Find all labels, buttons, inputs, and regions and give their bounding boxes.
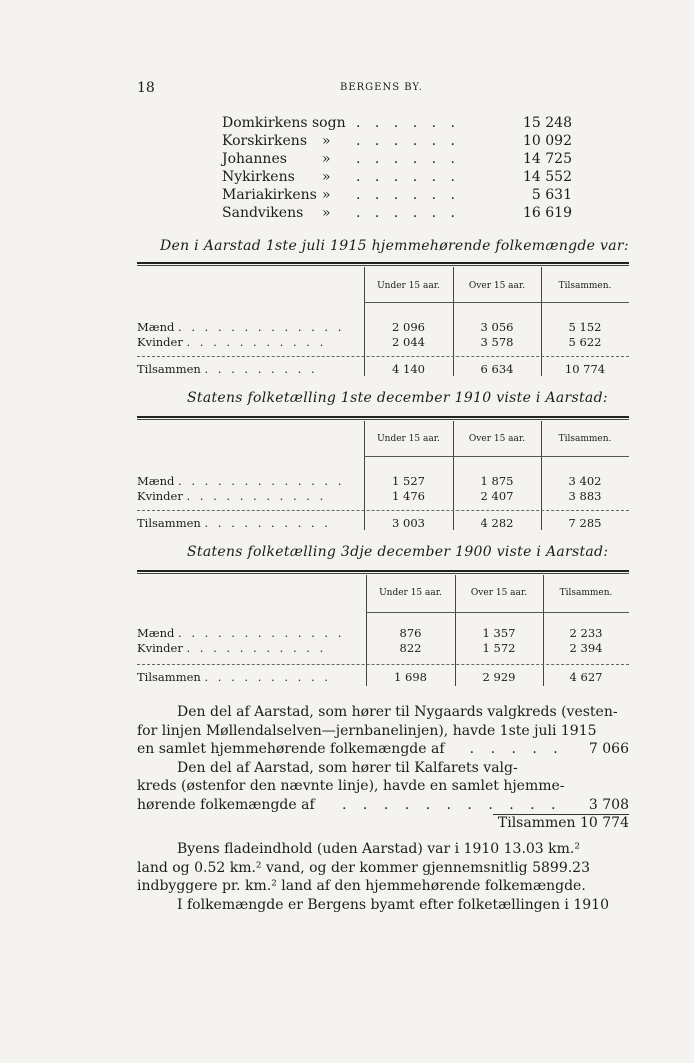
row-label: Mænd . . . . . . . . . . . . .	[137, 474, 345, 488]
total-cell: 6 634	[480, 362, 514, 376]
text-line: land og 0.52 km.² vand, og der kommer gjennemsnitlig 5899.23	[137, 859, 590, 876]
list-item	[222, 204, 572, 222]
sum-rule	[493, 814, 629, 815]
ditto-mark: »	[322, 169, 331, 185]
population-table-1915	[137, 262, 629, 376]
text-line: indbyggere pr. km.² land af den hjemmehørende folkemængde.	[137, 878, 586, 894]
population-table-1910	[137, 416, 629, 530]
row-label: Kvinder . . . . . . . . . . .	[137, 641, 327, 655]
table-cell: 822	[399, 641, 422, 655]
table-cell: 1 875	[480, 474, 514, 488]
total-rule	[137, 664, 629, 665]
parish-list	[222, 114, 572, 222]
column-header: Under 15 aar.	[377, 434, 440, 444]
table-caption: Statens folketælling 3dje december 1900 viste i Aarstad:	[187, 544, 609, 560]
running-head: BERGENS BY.	[340, 82, 423, 93]
total-cell: 4 627	[569, 670, 603, 684]
row-label: Kvinder . . . . . . . . . . .	[137, 489, 327, 503]
total-cell: 10 774	[564, 362, 606, 376]
text-line: Den del af Aarstad, som hører til Nygaards valgkreds (vesten-	[177, 704, 618, 720]
total-cell: 3 003	[392, 516, 425, 530]
table-cell: 3 578	[480, 335, 514, 349]
column-header: Over 15 aar.	[468, 434, 526, 444]
total-label: Tilsammen . . . . . . . . .	[137, 362, 318, 376]
column-header: Tilsammen.	[559, 588, 613, 598]
parish-name: Johannes	[222, 151, 287, 167]
leader-dots: . . . . . .	[356, 115, 460, 131]
table-rule	[137, 265, 629, 266]
row-label: Mænd . . . . . . . . . . . . .	[137, 626, 345, 640]
total-label: Tilsammen . . . . . . . . . .	[137, 670, 331, 684]
parish-value: 10 092	[523, 133, 572, 149]
parish-value: 14 552	[523, 169, 572, 185]
parish-value: 16 619	[523, 205, 572, 221]
parish-value: 5 631	[531, 187, 572, 203]
column-header: Over 15 aar.	[468, 281, 526, 291]
header-rule	[366, 612, 629, 613]
column-header: Over 15 aar.	[470, 588, 528, 598]
table-cell: 2 394	[569, 641, 603, 655]
row-label: Kvinder . . . . . . . . . . .	[137, 335, 327, 349]
text-line: for linjen Møllendalselven—jernbanelinjen), havde 1ste juli 1915	[137, 722, 597, 739]
ditto-mark: »	[322, 205, 331, 221]
row-label: Mænd . . . . . . . . . . . . .	[137, 320, 345, 334]
table-cell: 5 152	[568, 320, 602, 334]
column-header: Under 15 aar.	[379, 588, 442, 598]
text-value: 3 708	[588, 796, 629, 813]
parish-value: 14 725	[523, 151, 572, 167]
total-cell: 4 140	[392, 362, 425, 376]
table-cell: 1 357	[482, 626, 516, 640]
table-rule	[137, 570, 629, 572]
leader-dots: . . . . . .	[356, 151, 460, 167]
body-text	[137, 840, 629, 914]
table-cell: 2 407	[480, 489, 514, 503]
page-number: 18	[137, 80, 155, 96]
table-cell: 3 056	[480, 320, 514, 334]
ditto-mark: »	[322, 187, 331, 203]
list-item	[222, 132, 572, 150]
parish-value: 15 248	[523, 115, 572, 131]
table-cell: 3 883	[568, 489, 602, 503]
parish-name: Korskirkens	[222, 133, 308, 149]
table-rule	[137, 262, 629, 264]
total-rule	[137, 356, 629, 357]
text-span: en samlet hjemmehørende folkemængde af	[137, 741, 445, 757]
table-cell: 3 402	[568, 474, 602, 488]
total-cell: 2 929	[482, 670, 516, 684]
parish-name: Sandvikens	[222, 205, 304, 221]
table-caption: Den i Aarstad 1ste juli 1915 hjemmehørende folkemængde var:	[160, 238, 629, 254]
text-line	[137, 740, 629, 759]
table-rule	[137, 573, 629, 574]
body-text	[137, 703, 629, 833]
population-table-1900	[137, 570, 629, 686]
text-line	[137, 796, 629, 815]
table-cell: 1 476	[392, 489, 425, 503]
header-rule	[364, 456, 629, 457]
text-line: Byens fladeindhold (uden Aarstad) var i 1910 13.03 km.²	[177, 841, 580, 857]
text-line: kreds (østenfor den nævnte linje), havde en samlet hjemme-	[137, 778, 565, 794]
parish-name: Mariakirkens	[222, 187, 317, 203]
table-rule	[137, 416, 629, 418]
total-cell: 1 698	[394, 670, 427, 684]
ditto-mark: »	[322, 151, 331, 167]
table-cell: 1 527	[392, 474, 425, 488]
total-cell: 7 285	[568, 516, 602, 530]
leader-dots: . . . . . .	[356, 133, 460, 149]
total-rule	[137, 510, 629, 511]
column-header: Tilsammen.	[558, 434, 612, 444]
table-cell: 876	[399, 626, 422, 640]
list-item	[222, 150, 572, 168]
text-line: Den del af Aarstad, som hører til Kalfarets valg-	[177, 759, 518, 776]
leader-dots: . . . . . . . . . . .	[342, 796, 562, 813]
leader-dots: . . . . . .	[356, 169, 460, 185]
text-value: 7 066	[588, 741, 629, 757]
leader-dots: . . . . . .	[356, 205, 460, 221]
leader-dots: . . . . . .	[356, 187, 460, 203]
table-cell: 2 096	[392, 320, 425, 334]
table-cell: 1 572	[482, 641, 516, 655]
total-label: Tilsammen . . . . . . . . . .	[137, 516, 331, 530]
text-span: hørende folkemængde af	[137, 796, 315, 813]
parish-name: Domkirkens sogn	[222, 115, 346, 131]
leader-dots: . . . . .	[469, 741, 564, 757]
text-line: I folkemængde er Bergens byamt efter folketællingen i 1910	[177, 896, 609, 913]
ditto-mark: »	[322, 133, 331, 149]
header-rule	[364, 302, 629, 303]
table-cell: 5 622	[568, 335, 602, 349]
list-item	[222, 186, 572, 204]
total-cell: 4 282	[480, 516, 514, 530]
table-rule	[137, 419, 629, 420]
list-item	[222, 168, 572, 186]
column-header: Under 15 aar.	[377, 281, 440, 291]
table-cell: 2 044	[392, 335, 425, 349]
table-caption: Statens folketælling 1ste december 1910 viste i Aarstad:	[187, 390, 608, 406]
parish-name: Nykirkens	[222, 169, 295, 185]
total-line: Tilsammen 10 774	[497, 815, 629, 831]
column-header: Tilsammen.	[558, 281, 612, 291]
table-cell: 2 233	[569, 626, 603, 640]
list-item	[222, 114, 572, 132]
